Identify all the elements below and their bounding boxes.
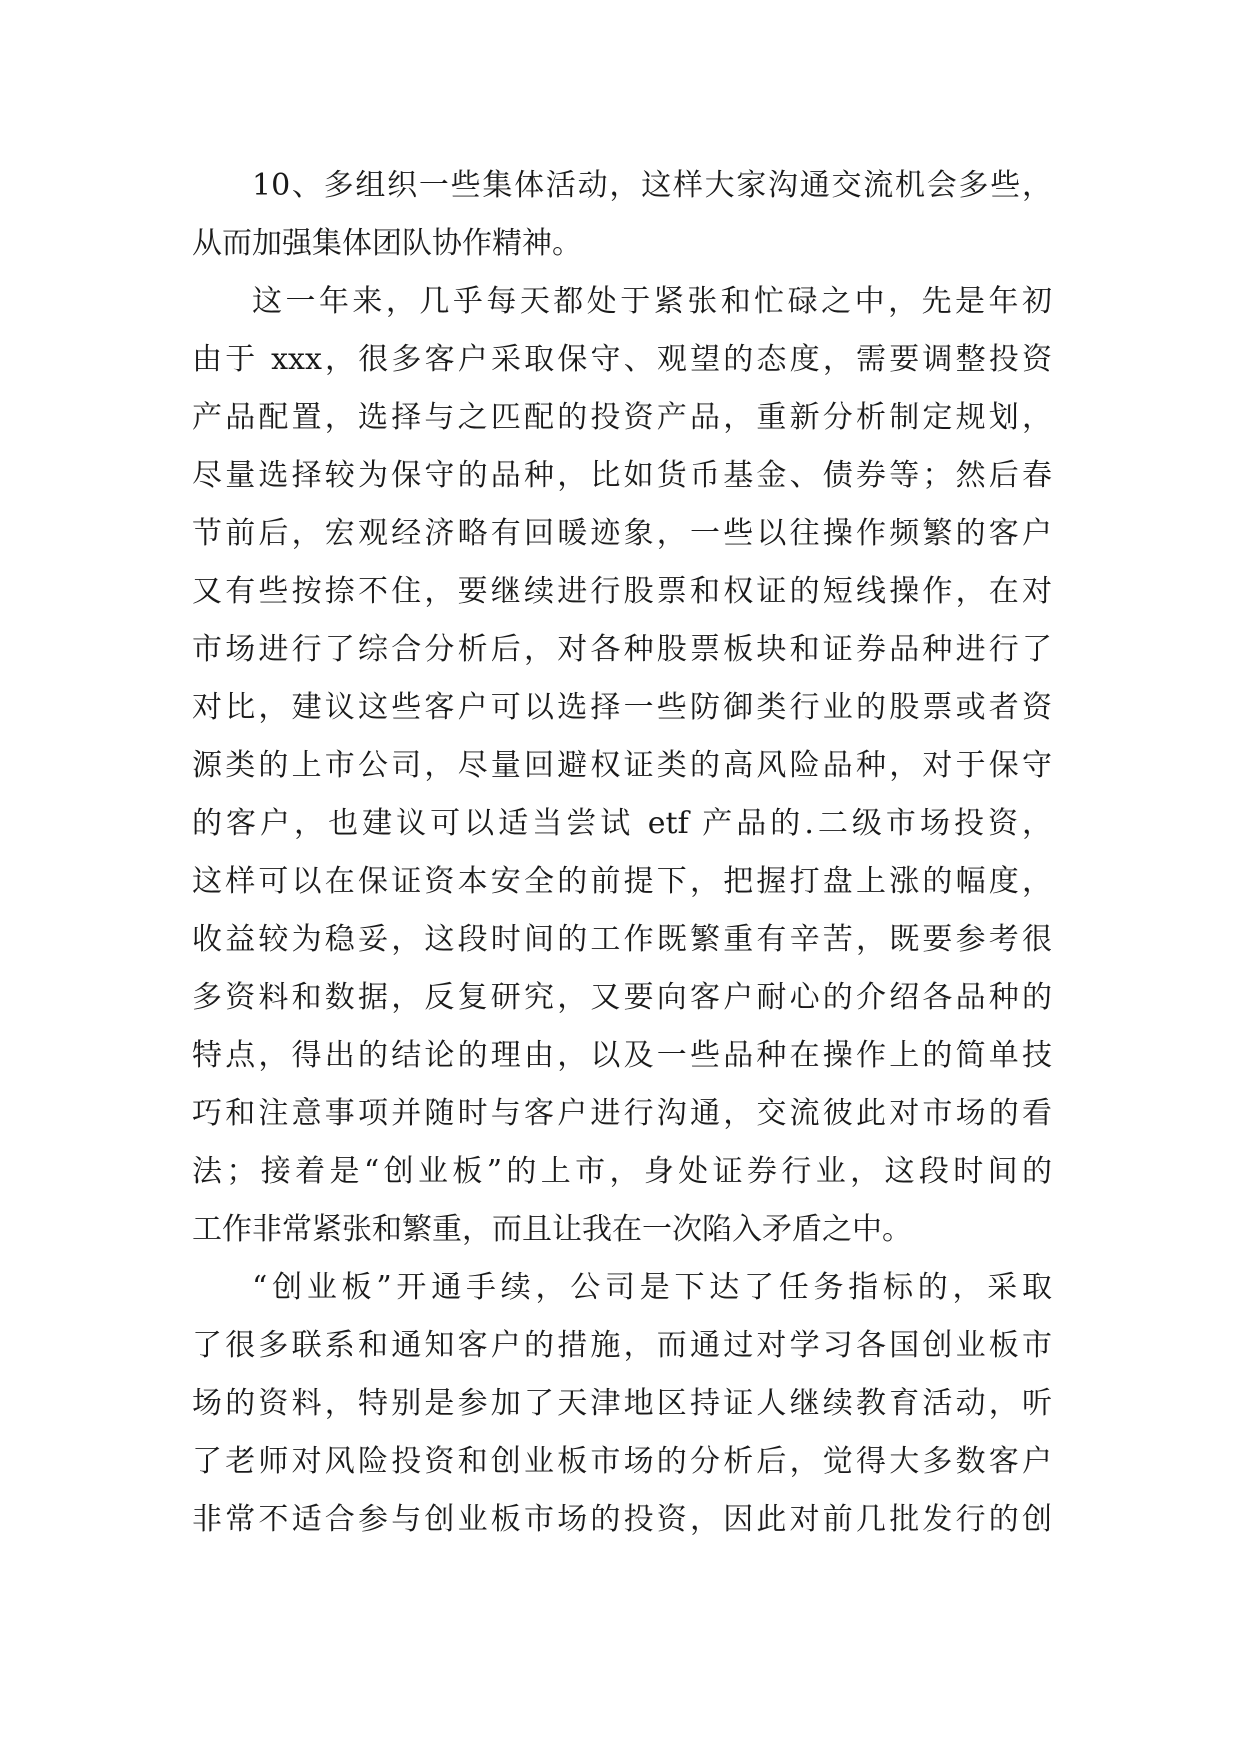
paragraph-2-line-14: 特点，得出的结论的理由，以及一些品种在操作上的简单技: [192, 1038, 1052, 1073]
paragraph-2-line-1: 这一年来，几乎每天都处于紧张和忙碌之中，先是年初: [252, 284, 1052, 319]
document-body: [192, 157, 1052, 1549]
paragraph-2-line-13: 多资料和数据，反复研究，又要向客户耐心的介绍各品种的: [192, 980, 1052, 1015]
paragraph-2-line-10: 的客户，也建议可以适当尝试 etf 产品的.二级市场投资，: [192, 806, 1052, 841]
paragraph-2-line-16: 法；接着是“创业板”的上市，身处证券行业，这段时间的: [192, 1154, 1052, 1189]
paragraph-1-line-1: 10、多组织一些集体活动，这样大家沟通交流机会多些，: [252, 168, 1052, 203]
paragraph-3-line-1: “创业板”开通手续，公司是下达了任务指标的，采取: [252, 1270, 1052, 1305]
paragraph-2-line-15: 巧和注意事项并随时与客户进行沟通，交流彼此对市场的看: [192, 1096, 1052, 1131]
paragraph-1-line-2: 从而加强集体团队协作精神。: [192, 226, 582, 261]
paragraph-2-line-12: 收益较为稳妥，这段时间的工作既繁重有辛苦，既要参考很: [192, 922, 1052, 957]
paragraph-3-line-2: 了很多联系和通知客户的措施，而通过对学习各国创业板市: [192, 1328, 1052, 1363]
paragraph-2-line-2: 由于 xxx，很多客户采取保守、观望的态度，需要调整投资: [192, 342, 1052, 377]
paragraph-2-line-6: 又有些按捺不住，要继续进行股票和权证的短线操作，在对: [192, 574, 1052, 609]
paragraph-2-line-17: 工作非常紧张和繁重，而且让我在一次陷入矛盾之中。: [192, 1212, 912, 1247]
paragraph-3-line-5: 非常不适合参与创业板市场的投资，因此对前几批发行的创: [192, 1502, 1052, 1537]
paragraph-2-line-5: 节前后，宏观经济略有回暖迹象，一些以往操作频繁的客户: [192, 516, 1052, 551]
paragraph-2-line-7: 市场进行了综合分析后，对各种股票板块和证券品种进行了: [192, 632, 1052, 667]
paragraph-2-line-3: 产品配置，选择与之匹配的投资产品，重新分析制定规划，: [192, 400, 1052, 435]
paragraph-2-line-9: 源类的上市公司，尽量回避权证类的高风险品种，对于保守: [192, 748, 1052, 783]
paragraph-2-line-8: 对比，建议这些客户可以选择一些防御类行业的股票或者资: [192, 690, 1052, 725]
paragraph-3-line-3: 场的资料，特别是参加了天津地区持证人继续教育活动，听: [192, 1386, 1052, 1421]
paragraph-3-line-4: 了老师对风险投资和创业板市场的分析后，觉得大多数客户: [192, 1444, 1052, 1479]
paragraph-2-line-11: 这样可以在保证资本安全的前提下，把握打盘上涨的幅度，: [192, 864, 1052, 899]
paragraph-2-line-4: 尽量选择较为保守的品种，比如货币基金、债券等；然后春: [192, 458, 1052, 493]
